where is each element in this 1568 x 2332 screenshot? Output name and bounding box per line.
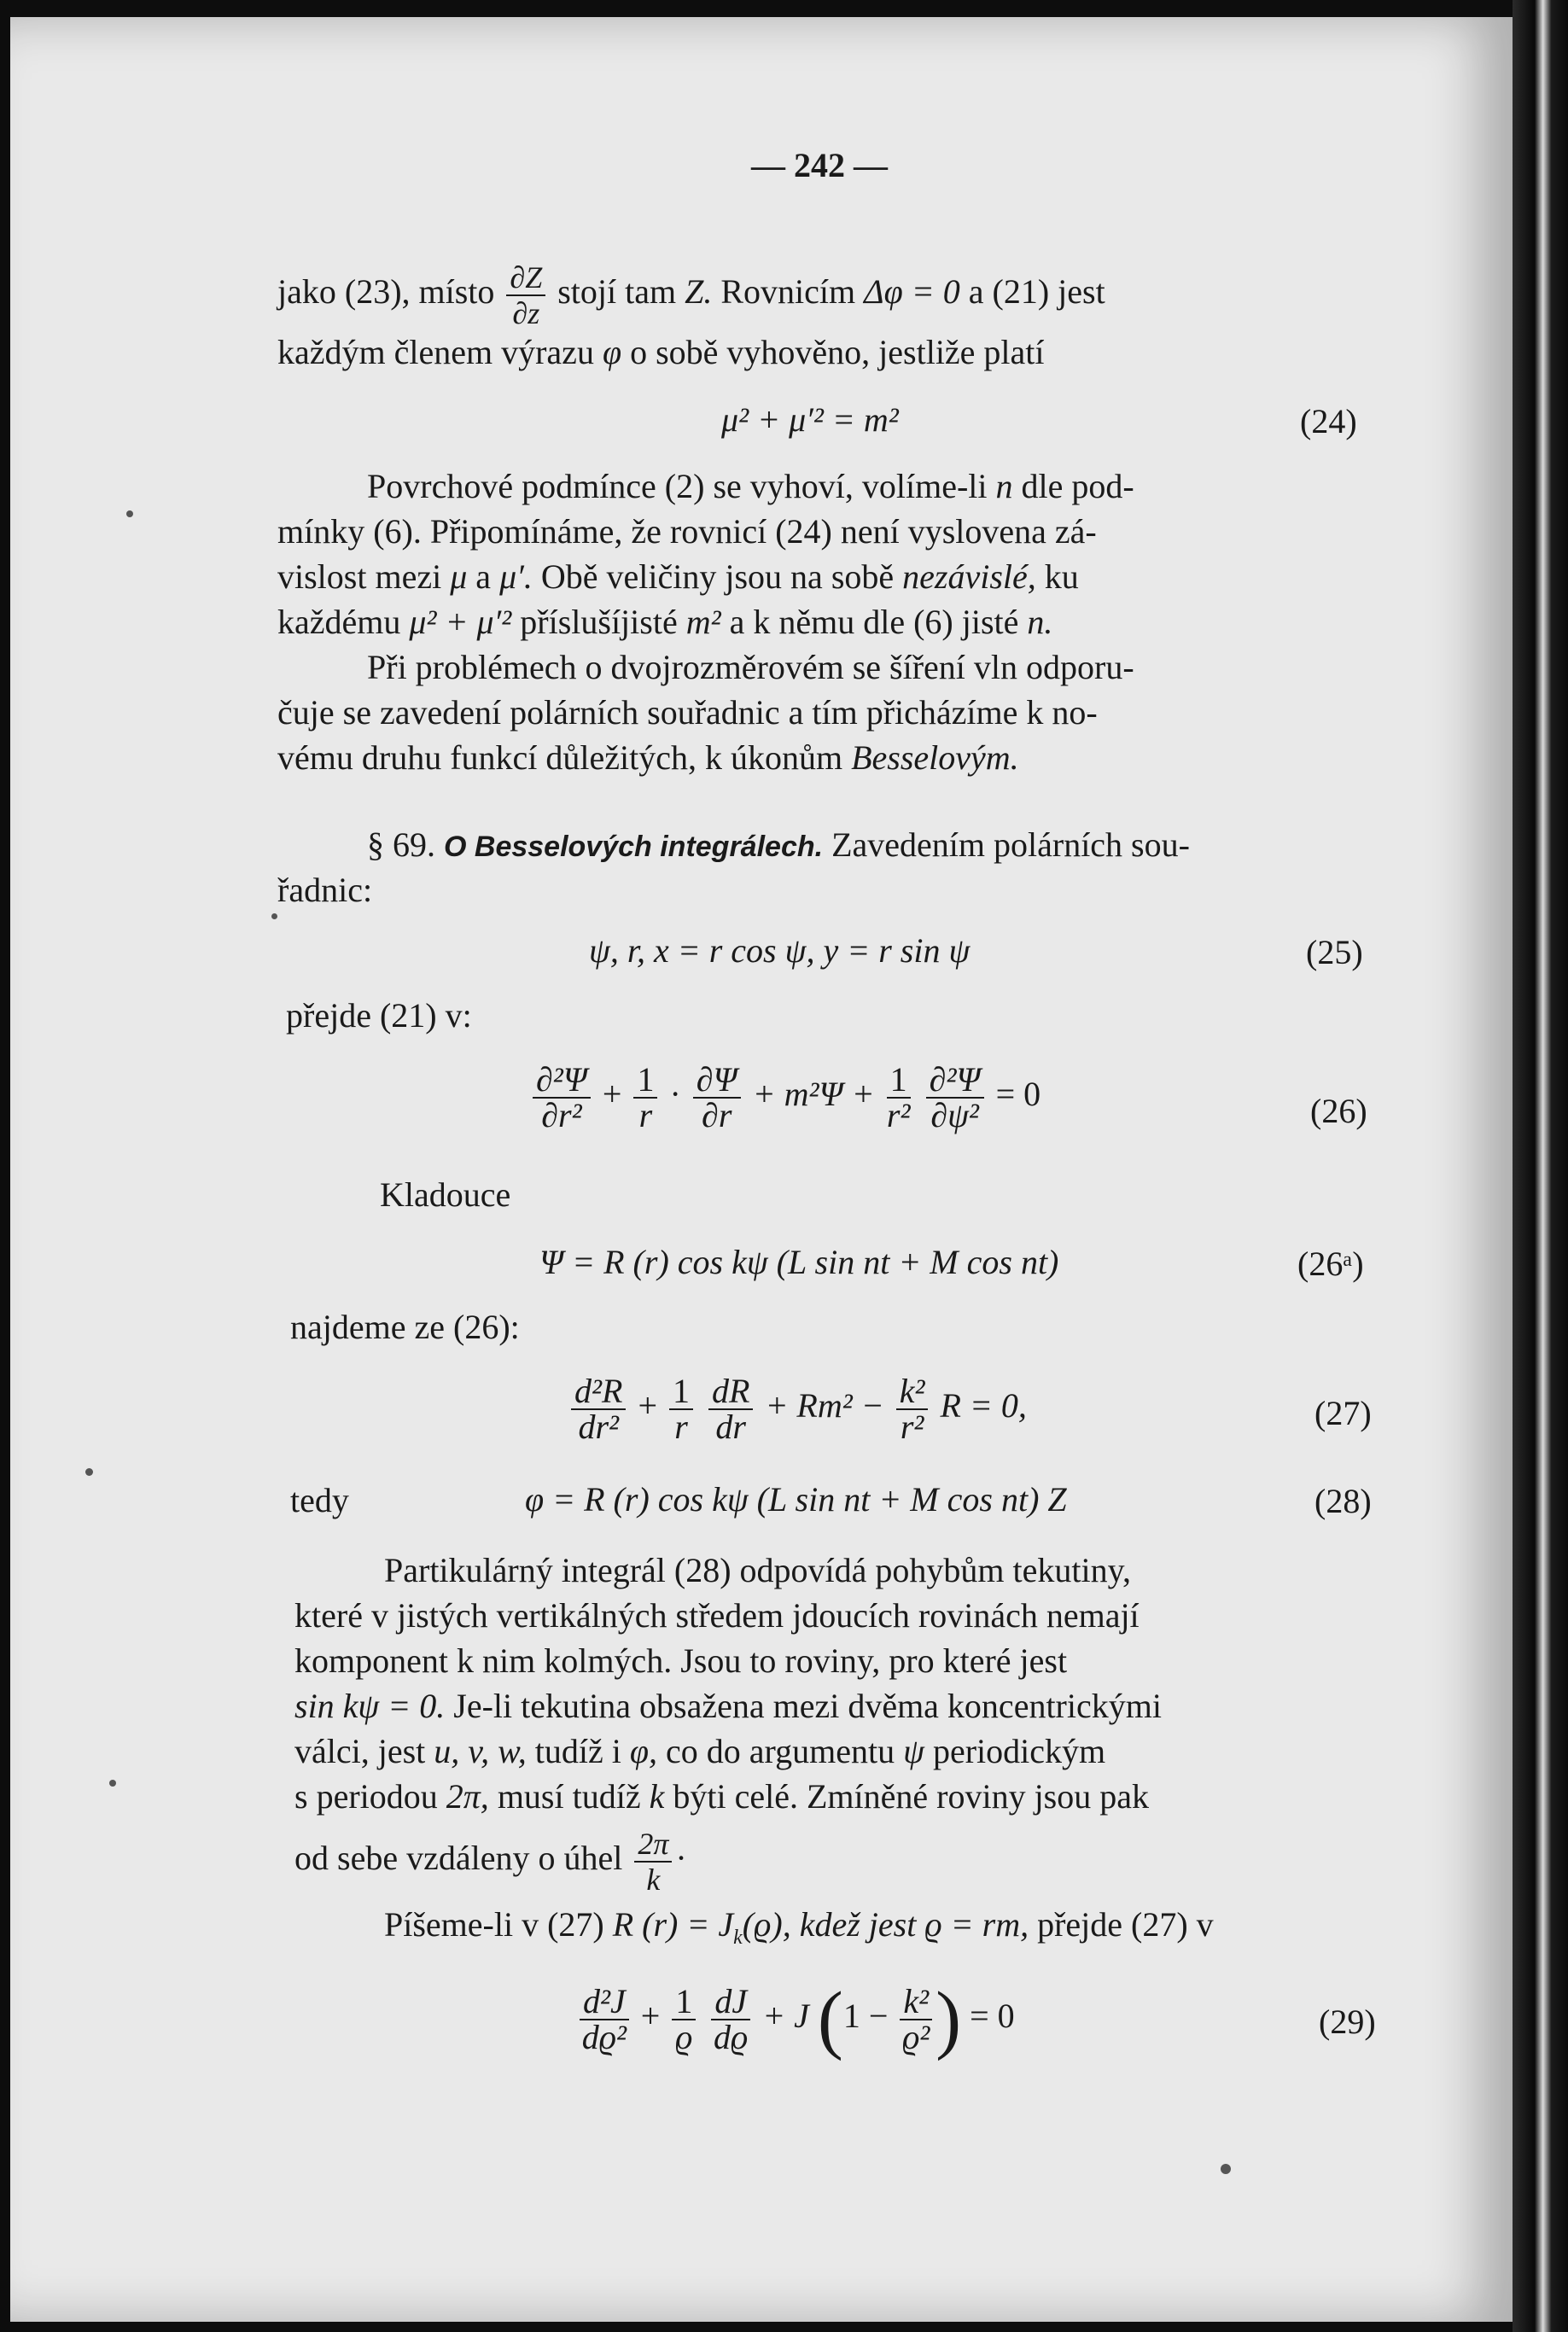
equation-28: φ = R (r) cos kψ (L sin nt + M cos nt) Z — [525, 1480, 1067, 1519]
text-line: tedy — [290, 1481, 349, 1519]
equation-number: (25) — [1306, 933, 1363, 971]
equation-27: $\frac{\text{d²R}}{\text{dr²}}$ + $\frac{1}{r}$ $\frac{dR}{dr}$ + Rm² − $\frac{\text{k²}}{\text{r²}}$ R = 0, — [568, 1374, 1027, 1444]
text-line: Povrchové podmínce (2) se vyhoví, volíme-li n dle pod- — [367, 467, 1134, 505]
equation-number: (27) — [1314, 1394, 1372, 1432]
equation-24: μ² + μ′² = m² — [721, 400, 899, 439]
text-line: které v jistých vertikálných středem jdoucích rovinách nemají — [294, 1596, 1140, 1635]
equation-number: (29) — [1319, 2003, 1376, 2041]
speck — [1221, 2164, 1231, 2174]
equation-26: $\frac{\text{∂²Ψ}}{\text{∂r²}}$ + $\frac{1}{r}$ · $\frac{\partial\Psi}{\partial r}$ + m²Ψ + $\frac{1}{\text{r²}}$ $\frac{\text{∂²Ψ}}{\text{∂ψ²}}$ = 0 — [529, 1063, 1040, 1133]
equation-26a: Ψ = R (r) cos kψ (L sin nt + M cos nt) — [539, 1243, 1059, 1281]
text-line: najdeme ze (26): — [290, 1308, 520, 1346]
speck — [271, 913, 277, 919]
equation-number: (28) — [1314, 1482, 1372, 1520]
text-line: jako (23), místo $\frac{\partial Z}{\partial z}$ stojí tam Z. Rovnicím Δφ = 0 a (21) jest — [277, 260, 1105, 330]
section-heading: § 69. O Besselových integrálech. Zavedením polárních sou- — [367, 825, 1190, 864]
text-line: Při problémech o dvojrozměrovém se šíření vln odporu- — [367, 648, 1134, 686]
speck — [126, 510, 133, 517]
speck — [109, 1780, 116, 1787]
page-number: — 242 — — [751, 146, 888, 184]
text-line: Kladouce — [380, 1175, 511, 1214]
text-line: čuje se zavedení polárních souřadnic a tím přicházíme k no- — [277, 693, 1098, 732]
text-line: Partikulárný integrál (28) odpovídá pohybům tekutiny, — [384, 1551, 1132, 1589]
text-line: sin kψ = 0. Je-li tekutina obsažena mezi dvěma koncentrickými — [294, 1687, 1162, 1725]
text-line: každým členem výrazu φ o sobě vyhověno, jestliže platí — [277, 333, 1045, 371]
text-line: komponent k nim kolmých. Jsou to roviny, pro které jest — [294, 1641, 1068, 1680]
speck — [85, 1468, 93, 1476]
text-line: válci, jest u, v, w, tudíž i φ, co do argumentu ψ periodickým — [294, 1732, 1106, 1770]
equation-29: $\frac{\text{d²J}}{\text{dϱ²}}$ + $\frac{1}{ϱ}$ $\frac{dJ}{dϱ}$ + J (1 − $\frac{\text{k²}}{\text{ϱ²}}$ ) = 0 — [576, 1985, 1015, 2055]
equation-25: ψ, r, x = r cos ψ, y = r sin ψ — [589, 931, 971, 970]
page-edge — [1513, 0, 1568, 2332]
text-line: vému druhu funkcí důležitých, k úkonům Besselovým. — [277, 738, 1019, 777]
equation-number: (26ᵃ) — [1297, 1245, 1364, 1283]
text-line: vislost mezi μ a μ′. Obě veličiny jsou na sobě nezávislé, ku — [277, 557, 1079, 596]
text-line: přejde (21) v: — [286, 996, 472, 1035]
text-line: každému μ² + μ′² příslušíjisté m² a k němu dle (6) jisté n. — [277, 603, 1053, 641]
text-line: od sebe vzdáleny o úhel $\frac{2\pi}{k}$ · — [294, 1827, 687, 1897]
text-line: řadnic: — [277, 871, 373, 909]
text-line: Píšeme-li v (27) R $(r) = J_k(ϱ)$, kdež jest ϱ = rm, přejde (27) v — [384, 1905, 1214, 1949]
equation-number: (24) — [1300, 402, 1357, 440]
text-line: s periodou 2π, musí tudíž k býti celé. Zmíněné roviny jsou pak — [294, 1777, 1149, 1816]
equation-number: (26) — [1310, 1092, 1367, 1130]
text-line: mínky (6). Připomínáme, že rovnicí (24) není vyslovena zá- — [277, 512, 1097, 551]
